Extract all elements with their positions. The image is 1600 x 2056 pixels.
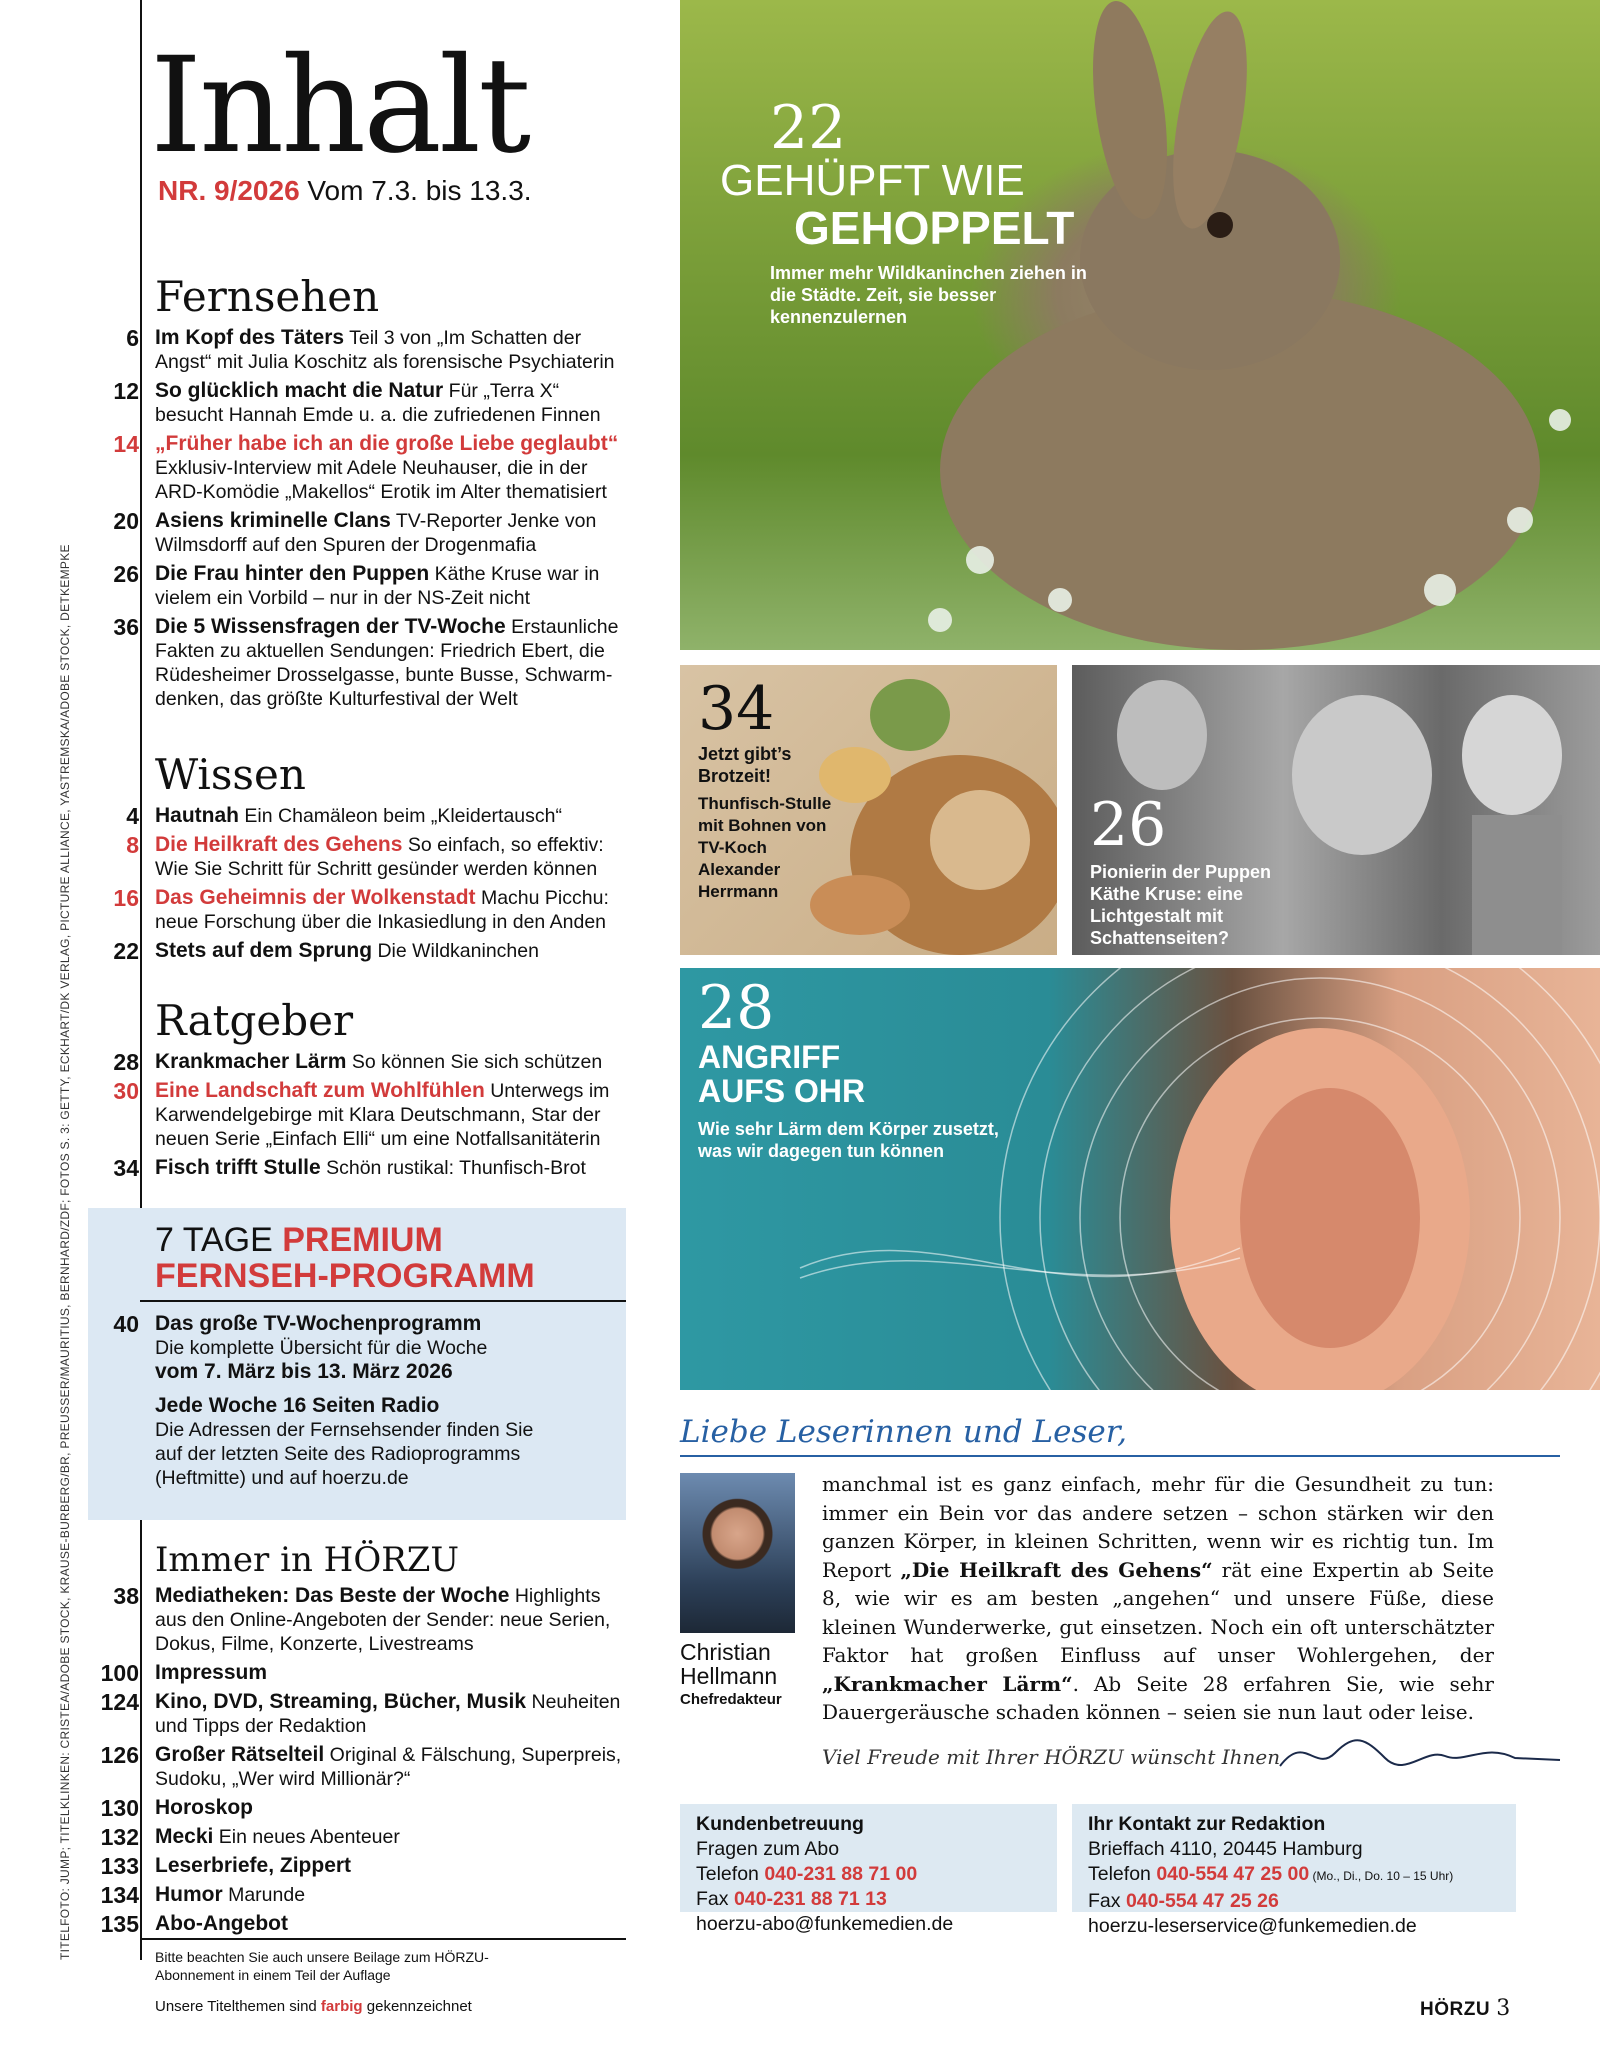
toc-entry[interactable] bbox=[95, 804, 625, 828]
contact-abo-email[interactable]: hoerzu-abo@funkemedien.de bbox=[696, 1913, 954, 1935]
contact-red-tel-label: Telefon bbox=[1088, 1863, 1157, 1885]
toc-page-number: 4 bbox=[126, 803, 139, 829]
toc-entry[interactable] bbox=[95, 432, 625, 504]
rabbit-page-number: 22 bbox=[770, 93, 847, 163]
editor-role: Chefredakteur bbox=[680, 1691, 782, 1708]
toc-entry[interactable] bbox=[95, 1743, 625, 1791]
contact-redaktion-box bbox=[1072, 1804, 1516, 1937]
toc-page-number: 14 bbox=[113, 431, 139, 457]
toc-description: Ein Chamäleon beim „Kleidertausch“ bbox=[244, 805, 562, 827]
doll-page-number: 26 bbox=[1090, 790, 1167, 860]
toc-description: Erstaunliche Fakten zu aktuellen Sendungen: Friedrich Ebert, die Rüdesheimer Drosselgasse, bunte Busse, Schwarmdenken, das größte Kulturfestival der Welt bbox=[155, 616, 619, 710]
bottom-divider bbox=[140, 1938, 626, 1940]
contact-abo-phone[interactable]: 040-231 88 71 00 bbox=[764, 1863, 918, 1885]
ear-headline-2: AUFS OHR bbox=[698, 1073, 866, 1109]
toc-title: Stets auf dem Sprung bbox=[155, 939, 373, 962]
editor-first-name: Christian bbox=[680, 1639, 771, 1665]
letter-text-1: manchmal ist es ganz einfach, mehr für die Gesundheit zu tun: immer ein Bein vor das andere setzen – schon stärken wir den ganzen Körper, in kleinen Schritten, wenn wir es richtig tun. Im Report bbox=[822, 1472, 1494, 1582]
premium-divider bbox=[140, 1300, 626, 1302]
toc-title: Fisch trifft Stulle bbox=[155, 1156, 321, 1179]
toc-description: Ein neues Abenteuer bbox=[218, 1826, 400, 1848]
beilage-note: Bitte beachten Sie auch unsere Beilage zum HÖRZU-Abonnement in einem Teil der Auflage bbox=[155, 1949, 489, 1983]
toc-entry[interactable] bbox=[95, 1854, 625, 1878]
toc-page-number: 130 bbox=[100, 1795, 139, 1821]
issue-info bbox=[158, 175, 532, 207]
contact-abo-tel-label: Telefon bbox=[696, 1863, 765, 1885]
toc-page-number: 133 bbox=[100, 1853, 139, 1879]
toc-entry[interactable] bbox=[95, 1661, 625, 1685]
toc-title: Großer Rätselteil bbox=[155, 1743, 325, 1766]
contact-abo-fax: 040-231 88 71 13 bbox=[733, 1888, 887, 1910]
ear-headline-1: ANGRIFF bbox=[698, 1039, 841, 1075]
editor-name bbox=[680, 1640, 782, 1712]
contact-abo-box bbox=[680, 1804, 1057, 1935]
toc-title: Die Frau hinter den Puppen bbox=[155, 562, 430, 585]
letter-divider bbox=[680, 1455, 1560, 1457]
editor-last-name: Hellmann bbox=[680, 1663, 778, 1689]
toc-description: Machu Picchu: neue Forschung über die Inkasiedlung in den Anden bbox=[155, 887, 609, 933]
toc-wissen bbox=[95, 804, 625, 968]
contact-red-title: Ihr Kontakt zur Redaktion bbox=[1088, 1813, 1326, 1835]
issue-number: NR. 9/2026 bbox=[158, 175, 300, 206]
rabbit-headline-1: GEHÜPFT WIE bbox=[720, 156, 1025, 205]
toc-entry[interactable] bbox=[95, 1156, 625, 1180]
toc-entry[interactable] bbox=[95, 1079, 625, 1151]
toc-description: Exklusiv-Interview mit Adele Neuhauser, die in der ARD-Komödie „Makellos“ Erotik im Alter thematisiert bbox=[155, 457, 607, 503]
toc-title: „Früher habe ich an die große Liebe geglaubt“ bbox=[155, 432, 619, 455]
toc-title: Abo-Angebot bbox=[155, 1912, 288, 1935]
letter-body bbox=[822, 1470, 1494, 1727]
section-heading-wissen: Wissen bbox=[155, 750, 306, 799]
toc-dates: vom 7. März bis 13. März 2026 bbox=[155, 1360, 453, 1383]
toc-entry[interactable] bbox=[95, 615, 625, 711]
toc-entry[interactable] bbox=[95, 1796, 625, 1820]
toc-page-number: 26 bbox=[113, 561, 139, 587]
toc-description: Die komplette Übersicht für die Woche bbox=[155, 1337, 488, 1359]
section-heading-fernsehen: Fernsehen bbox=[155, 272, 380, 321]
signature bbox=[1275, 1728, 1565, 1778]
toc-page-number: 134 bbox=[100, 1882, 139, 1908]
toc-description: So können Sie sich schützen bbox=[351, 1051, 603, 1073]
premium-title-line2: FERNSEH-PROGRAMM bbox=[155, 1257, 535, 1295]
contact-red-phone[interactable]: 040-554 47 25 00 bbox=[1156, 1863, 1310, 1885]
toc-page-number: 16 bbox=[113, 885, 139, 911]
toc-title: Hautnah bbox=[155, 804, 239, 827]
premium-title-bold: PREMIUM bbox=[282, 1221, 443, 1259]
hoerzu-logo: HÖRZU bbox=[1420, 1999, 1491, 2020]
premium-title bbox=[155, 1222, 535, 1294]
toc-description: Original & Fälschung, Superpreis, Sudoku, „Wer wird Millionär?“ bbox=[155, 1744, 622, 1790]
toc-entry[interactable] bbox=[95, 1912, 625, 1936]
toc-entry[interactable] bbox=[95, 886, 625, 934]
toc-title: Eine Landschaft zum Wohlfühlen bbox=[155, 1079, 485, 1102]
toc-entry[interactable] bbox=[95, 509, 625, 557]
toc-page-number: 36 bbox=[113, 614, 139, 640]
toc-entry[interactable] bbox=[95, 379, 625, 427]
ear-page-number: 28 bbox=[698, 973, 775, 1043]
doll-title: Pionierin der Puppen bbox=[1090, 862, 1272, 882]
toc-title: Im Kopf des Täters bbox=[155, 326, 345, 349]
toc-page-number: 30 bbox=[113, 1078, 139, 1104]
toc-entry[interactable] bbox=[95, 1584, 625, 1656]
toc-page-number: 34 bbox=[113, 1155, 139, 1181]
photo-credits: TITELFOTO: JUMP; TITELKLINKEN: CRISTEA/ADOBE STOCK, KRAUSE-BURBERG/BR, PREUSSER/MAURITIUS, BERNHARD/ZDF; FOTOS S. 3: GETTY, ECKHART/DK VERLAG, PICTURE ALLIANCE, YASTREMSKA/ADOBE STOCK, DETKEMPKE bbox=[58, 544, 72, 1960]
letter-bold-2: „Krankmacher Lärm“ bbox=[822, 1671, 1073, 1696]
toc-title: Impressum bbox=[155, 1661, 268, 1684]
toc-title: So glücklich macht die Natur bbox=[155, 379, 444, 402]
toc-page-number: 6 bbox=[126, 325, 139, 351]
ear-caption: Wie sehr Lärm dem Körper zusetzt, was wir dagegen tun können bbox=[698, 1119, 999, 1161]
contact-abo-fax-label: Fax bbox=[696, 1888, 734, 1910]
contact-abo-title: Kundenbetreuung bbox=[696, 1813, 864, 1835]
toc-description: So einfach, so effektiv: Wie Sie Schritt für Schritt gesünder werden können bbox=[155, 834, 604, 880]
bread-caption: Thunfisch-Stulle mit Bohnen von TV-Koch Alexander Herrmann bbox=[698, 794, 832, 901]
contact-red-fax-label: Fax bbox=[1088, 1890, 1126, 1912]
toc-title: Das große TV-Wochenprogramm bbox=[155, 1312, 482, 1335]
toc-title: Mediatheken: Das Beste der Woche bbox=[155, 1584, 510, 1607]
toc-title: Krankmacher Lärm bbox=[155, 1050, 347, 1073]
contact-red-sub: Brieffach 4110, 20445 Hamburg bbox=[1088, 1838, 1363, 1860]
issue-dates: Vom 7.3. bis 13.3. bbox=[307, 175, 532, 206]
letter-bold-1: „Die Heilkraft des Gehens“ bbox=[900, 1557, 1213, 1582]
toc-entry[interactable] bbox=[95, 1050, 625, 1074]
toc-page-number: 132 bbox=[100, 1824, 139, 1850]
toc-page-number: 28 bbox=[113, 1049, 139, 1075]
toc-description: Marunde bbox=[228, 1884, 306, 1906]
doll-caption: Käthe Kruse: eine Lichtgestalt mit Schattenseiten? bbox=[1090, 884, 1244, 948]
color-note-post: gekennzeichnet bbox=[362, 1998, 472, 2015]
toc-page-number: 100 bbox=[100, 1660, 139, 1686]
toc-entry[interactable] bbox=[95, 833, 625, 881]
rabbit-caption: Immer mehr Wildkaninchen ziehen in die Städte. Zeit, sie besser kennenzulernen bbox=[770, 263, 1087, 327]
toc-title: Humor bbox=[155, 1883, 223, 1906]
bread-page-number: 34 bbox=[698, 674, 775, 744]
bread-title: Jetzt gibt’s Brotzeit! bbox=[698, 744, 792, 786]
color-note-pre: Unsere Titelthemen sind bbox=[155, 1998, 321, 2015]
toc-entry[interactable] bbox=[95, 326, 625, 374]
color-note bbox=[155, 1998, 472, 2015]
doll-feature-image[interactable] bbox=[1072, 665, 1600, 955]
toc-page-number: 40 bbox=[113, 1311, 139, 1337]
contact-abo-sub: Fragen zum Abo bbox=[696, 1838, 840, 1860]
toc-title: Die 5 Wissensfragen der TV-Woche bbox=[155, 615, 506, 638]
toc-description: Unterwegs im Karwendelgebirge mit Klara Deutschmann, Star der neuen Serie „Einfach Elli“ um eine Notfallsanitäterin bbox=[155, 1080, 610, 1150]
toc-page-number: 8 bbox=[126, 832, 139, 858]
toc-entry[interactable] bbox=[95, 562, 625, 610]
toc-title: Die Heilkraft des Gehens bbox=[155, 833, 403, 856]
toc-title: Leserbriefe, Zippert bbox=[155, 1854, 352, 1877]
contact-red-email[interactable]: hoerzu-leserservice@funkemedien.de bbox=[1088, 1915, 1417, 1937]
toc-title: Kino, DVD, Streaming, Bücher, Musik bbox=[155, 1690, 527, 1713]
toc-page-number: 20 bbox=[113, 508, 139, 534]
toc-entry[interactable] bbox=[95, 1825, 625, 1849]
letter-closing: Viel Freude mit Ihrer HÖRZU wünscht Ihnen bbox=[822, 1745, 1281, 1769]
toc-entry[interactable] bbox=[95, 1690, 625, 1738]
section-heading-immer: Immer in HÖRZU bbox=[155, 1540, 460, 1580]
toc-title: Mecki bbox=[155, 1825, 214, 1848]
radio-title: Jede Woche 16 Seiten Radio bbox=[155, 1394, 440, 1417]
rabbit-headline-2: GEHOPPELT bbox=[794, 202, 1075, 254]
letter-text-3: . Ab Seite 28 erfahren Sie, wie sehr Dauergeräusche schaden können – seien sie nun laut oder leise. bbox=[822, 1671, 1494, 1724]
page-footer bbox=[1420, 1995, 1510, 2021]
contact-red-fax: 040-554 47 25 26 bbox=[1125, 1890, 1279, 1912]
page-title: Inhalt bbox=[150, 29, 529, 183]
toc-title: Das Geheimnis der Wolkenstadt bbox=[155, 886, 476, 909]
toc-page-number: 135 bbox=[100, 1911, 139, 1937]
ear-feature-image[interactable] bbox=[680, 968, 1600, 1390]
color-note-word: farbig bbox=[320, 1998, 363, 2015]
toc-description: Neuheiten und Tipps der Redaktion bbox=[155, 1691, 621, 1737]
toc-page-number: 22 bbox=[113, 938, 139, 964]
toc-page-number: 126 bbox=[100, 1742, 139, 1768]
toc-page-number: 124 bbox=[100, 1689, 139, 1715]
toc-page-number: 38 bbox=[113, 1583, 139, 1609]
rabbit-feature-image[interactable] bbox=[680, 0, 1600, 650]
letter-text-2: rät eine Expertin ab Seite 8, wie wir es am besten „angehen“ und unsere Füße, diese kleinen Wunderwerke, gut einsetzen. Noch ein oft unterschätzter Faktor hat großen Einfluss auf unser Wohlergehen, der bbox=[822, 1557, 1494, 1667]
toc-description: Die Wildkaninchen bbox=[377, 940, 539, 962]
toc-entry[interactable] bbox=[95, 1883, 625, 1907]
letter-heading: Liebe Leserinnen und Leser, bbox=[680, 1414, 1127, 1450]
toc-description: Schön rustikal: Thunfisch-Brot bbox=[326, 1157, 586, 1179]
premium-title-plain: 7 TAGE bbox=[155, 1221, 283, 1259]
toc-description: Für „Terra X“ besucht Hannah Emde u. a. die zufriedenen Finnen bbox=[155, 380, 601, 426]
page-number: 3 bbox=[1496, 1996, 1511, 2021]
toc-description: Teil 3 von „Im Schatten der Angst“ mit Julia Koschitz als forensische Psychiaterin bbox=[155, 327, 615, 373]
toc-ratgeber bbox=[95, 1050, 625, 1185]
editor-photo bbox=[680, 1473, 795, 1633]
toc-description: Käthe Kruse war in vielem ein Vorbild – nur in der NS-Zeit nicht bbox=[155, 563, 600, 609]
toc-fernsehen bbox=[95, 326, 625, 716]
premium-entry bbox=[95, 1312, 625, 1490]
toc-title: Horoskop bbox=[155, 1796, 254, 1819]
toc-description: TV-Reporter Jenke von Wilmsdorff auf den Spuren der Drogenmafia bbox=[155, 510, 597, 556]
toc-immer bbox=[95, 1584, 625, 1941]
toc-description: Highlights aus den Online-Angeboten der Sender: neue Serien, Dokus, Filme, Konzerte, Livestreams bbox=[155, 1585, 611, 1655]
toc-title: Asiens kriminelle Clans bbox=[155, 509, 391, 532]
section-heading-ratgeber: Ratgeber bbox=[155, 996, 354, 1045]
bread-feature-image[interactable] bbox=[680, 665, 1057, 955]
contact-red-hours: (Mo., Di., Do. 10 – 15 Uhr) bbox=[1309, 1869, 1454, 1883]
toc-page-number: 12 bbox=[113, 378, 139, 404]
radio-description: Die Adressen der Fernsehsender finden Sie auf der letzten Seite des Radioprogramms (Heftmitte) und auf hoerzu.de bbox=[155, 1419, 534, 1489]
toc-entry[interactable] bbox=[95, 939, 625, 963]
